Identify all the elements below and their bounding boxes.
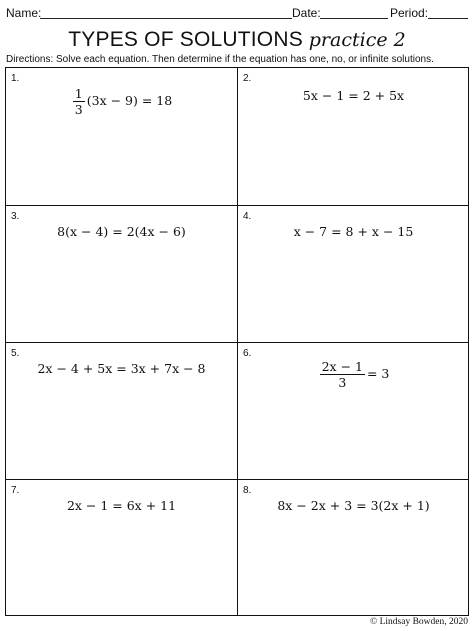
title-script: practice 2 xyxy=(308,29,406,51)
problem-number: 3. xyxy=(11,211,20,222)
title-main: TYPES OF SOLUTIONS xyxy=(68,28,303,51)
copyright-notice: © Lindsay Bowden, 2020 xyxy=(370,617,468,627)
problem-equation: $\frac{1}{3}$ (3x − 9) = 18 xyxy=(74,86,173,117)
problem-cell[interactable] xyxy=(6,343,237,479)
equation-fraction: $\frac{2x - 1}{3}$ xyxy=(321,359,363,390)
problem-equation: 5x − 1 = 2 + 5x xyxy=(302,88,405,103)
problem-cell[interactable] xyxy=(6,480,237,616)
problem-grid xyxy=(5,67,469,616)
problem-equation: 2x − 1 = 6x + 11 xyxy=(66,498,177,513)
problem-number: 4. xyxy=(243,211,252,222)
problem-number: 2. xyxy=(243,73,252,84)
problem-number: 7. xyxy=(11,485,20,496)
period-field-line[interactable] xyxy=(428,18,468,19)
problem-number: 5. xyxy=(11,348,20,359)
problem-equation: x − 7 = 8 + x − 15 xyxy=(293,224,414,239)
problem-equation: 8x − 2x + 3 = 3(2x + 1) xyxy=(277,498,430,513)
problem-cell[interactable] xyxy=(238,206,469,342)
problem-number: 1. xyxy=(11,73,20,84)
period-label: Period: xyxy=(390,6,429,20)
problem-cell[interactable] xyxy=(6,68,237,205)
problem-number: 8. xyxy=(243,485,252,496)
problem-cell[interactable] xyxy=(6,206,237,342)
name-field-line[interactable] xyxy=(40,18,292,19)
problem-equation: $\frac{2x - 1}{3}$ = 3 xyxy=(321,359,390,390)
worksheet-title xyxy=(0,28,474,52)
date-label: Date: xyxy=(292,6,321,20)
problem-cell[interactable] xyxy=(238,343,469,479)
directions-text: Directions: Solve each equation. Then determine if the equation has one, no, or infinite solutions. xyxy=(6,54,434,65)
problem-equation: 8(x − 4) = 2(4x − 6) xyxy=(57,224,186,239)
header-row xyxy=(0,0,474,24)
equation-fraction: $\frac{1}{3}$ xyxy=(74,86,83,117)
problem-number: 6. xyxy=(243,348,252,359)
problem-cell[interactable] xyxy=(238,480,469,616)
date-field-line[interactable] xyxy=(320,18,388,19)
problem-cell[interactable] xyxy=(238,68,469,205)
name-label: Name: xyxy=(6,6,42,20)
problem-equation: 2x − 4 + 5x = 3x + 7x − 8 xyxy=(37,361,206,376)
